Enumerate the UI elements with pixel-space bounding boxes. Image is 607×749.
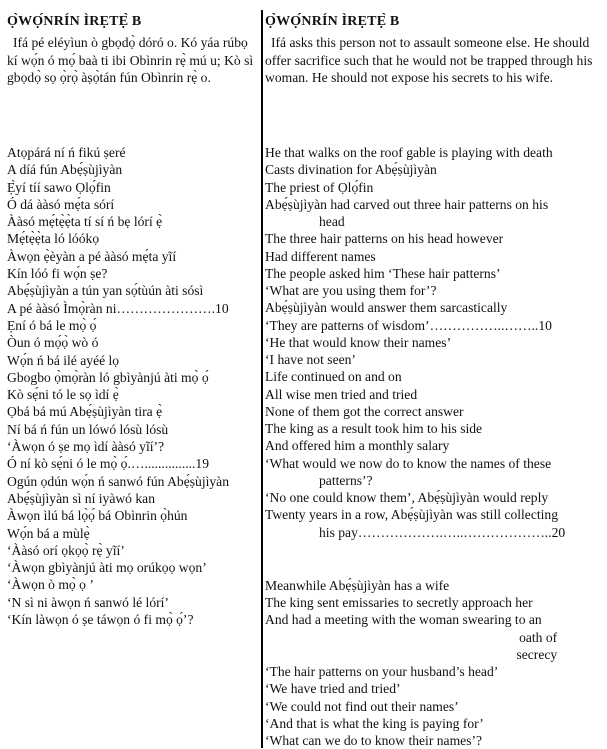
english-verse-line bbox=[265, 351, 565, 368]
english-verse-line bbox=[265, 403, 565, 420]
yoruba-verse-line: A pé ààsó Ìmọ̀ràn ni………………….10 bbox=[7, 300, 229, 316]
yoruba-verse-line: Kín lóó fi wọ́n ṣe? bbox=[7, 266, 108, 282]
yoruba-verse-line: Àwọn ìlú bá lọ̀ọ́ bá Obìnrin ọ̀hún bbox=[7, 508, 188, 524]
yoruba-verse-line: Ogún ọdún wọ́n ń sanwó fún Abẹ́ṣùjìyàn bbox=[7, 473, 230, 489]
english-verses bbox=[265, 144, 565, 749]
english-verse-line bbox=[265, 230, 565, 247]
english-verse-continuation: head bbox=[319, 214, 345, 229]
yoruba-verse-line: Òun ó mọ́ọ̀ wò ó bbox=[7, 335, 99, 351]
yoruba-verse-line: Àwọn ẹ̀èyàn a pé ààsó mẹ́ta yĩí bbox=[7, 248, 177, 264]
english-verse-text: ‘What can we do to know their names’? bbox=[265, 733, 483, 748]
english-verse-text: Casts divination for Abẹ́ṣùjìyàn bbox=[265, 162, 437, 178]
english-title: Ọ̀WỌ́NRÍN ÌRẸTẸ̀ B bbox=[265, 14, 400, 29]
yoruba-verse-line: ‘Àwọn gbìyànjú àti mọ orúkọọ wọn’ bbox=[7, 560, 207, 576]
english-intro-text: Ifá asks this person not to assault someone else. He should offer sacrifice such that he would not be trapped through his woman. He should not expose his secrets to his wife. bbox=[265, 35, 593, 85]
english-verse-line bbox=[265, 248, 565, 265]
english-verse-text: ‘What would we now do to know the names of these bbox=[265, 455, 552, 471]
english-verse-text: ‘And that is what the king is paying for’ bbox=[265, 715, 484, 731]
english-verse-line bbox=[265, 577, 565, 594]
english-verse-text: The king as a result took him to his side bbox=[265, 421, 483, 436]
english-verse-line bbox=[265, 368, 565, 385]
yoruba-title: Ọ̀WỌ́NRÍN ÌRẸTẸ̀ B bbox=[7, 14, 142, 29]
yoruba-verse-line: Wọ́n bá a mùlẹ̀ bbox=[7, 525, 90, 541]
english-verse-text: And had a meeting with the woman swearing to an bbox=[265, 612, 542, 628]
english-verse-text: The three hair patterns on his head however bbox=[265, 231, 504, 247]
english-verse-text: ‘What are you using them for’? bbox=[265, 283, 437, 298]
english-verse-text: All wise men tried and tried bbox=[265, 386, 418, 402]
english-verse-text: ‘The hair patterns on your husband’s head’ bbox=[265, 664, 499, 679]
english-verse-line bbox=[265, 594, 565, 611]
english-verse-text: ‘We have tried and tried’ bbox=[265, 681, 401, 697]
english-verse-text: The people asked him ‘These hair patterns’ bbox=[265, 265, 501, 281]
yoruba-verse-line: ‘Kín làwọn ó ṣe táwọn ó fi mọ̀ ọ́’? bbox=[7, 612, 194, 628]
english-verse-continuation: oath of bbox=[519, 629, 558, 645]
yoruba-verse-line: Gbogbo ọ̀mọ̀ràn ló gbìyànjú àti mọ̀ ọ́ bbox=[7, 369, 209, 385]
english-verse-text: ‘No one could know them’, Abẹ́ṣùjìyàn would reply bbox=[265, 490, 549, 505]
yoruba-verse-line: Ní bá ń fún un lówó lósù lósù bbox=[7, 421, 169, 437]
english-verse-text: Life continued on and on bbox=[265, 369, 402, 385]
yoruba-verse-line: ‘Àwọn ò mọ̀ ọ ’ bbox=[7, 577, 94, 593]
yoruba-verse-line: ‘Ààsó orí ọkọọ̀ rẹ̀ yĩí’ bbox=[7, 542, 125, 558]
yoruba-verse-line: Ọbá bá mú Abẹ́ṣùjìyàn tira ẹ̀ bbox=[7, 404, 163, 420]
english-verse-line bbox=[265, 282, 565, 299]
english-verse-text: Had different names bbox=[265, 248, 376, 264]
yoruba-verse-line: ‘Àwọn ó ṣe mọ ìdí ààsó yĩí’? bbox=[7, 439, 165, 455]
english-verse-text: ‘I have not seen’ bbox=[265, 352, 356, 367]
english-verse-text: He that walks on the roof gable is playing with death bbox=[265, 145, 553, 160]
yoruba-verse-line: Abẹ́ṣùjìyàn a tún yan sọ́tùún àti sósì bbox=[7, 283, 204, 299]
english-verse-line bbox=[265, 144, 565, 161]
stanza-gap bbox=[265, 541, 565, 577]
yoruba-verse-line: Atọpárá ní ń fikú ṣeré bbox=[7, 145, 126, 160]
english-verse-line bbox=[265, 732, 565, 749]
english-verse-text: None of them got the correct answer bbox=[265, 403, 464, 419]
english-verse-text: ‘He that would know their names’ bbox=[265, 334, 452, 350]
yoruba-verse-line: Mẹ́tẹ̀ẹ̀ta ló lóókọ bbox=[7, 231, 100, 247]
english-verse-line bbox=[265, 489, 565, 506]
yoruba-verses bbox=[7, 144, 229, 628]
english-verse-text: ‘We could not find out their names’ bbox=[265, 698, 459, 714]
english-verse-line bbox=[265, 299, 565, 316]
yoruba-verse-line: A díá fún Abẹ́ṣùjìyàn bbox=[7, 162, 123, 178]
yoruba-verse-line: ‘N sì ni àwọn ń sanwó lé lórí’ bbox=[7, 594, 169, 610]
english-verse-line bbox=[265, 611, 565, 663]
english-verse-text: Twenty years in a row, Abẹ́ṣùjìyàn was still collecting bbox=[265, 507, 559, 523]
yoruba-verse-line: Kò sẹ́ni tó le sọ ìdí ẹ̀ bbox=[7, 387, 119, 403]
english-verse-line bbox=[265, 663, 565, 680]
english-verse-line bbox=[265, 506, 565, 541]
yoruba-verse-line: Ó ní kò sẹ́ni ó le mọ̀ ọ́.…...............19 bbox=[7, 456, 210, 472]
english-verse-line bbox=[265, 317, 565, 334]
english-verse-line bbox=[265, 334, 565, 351]
english-verse-continuation: his pay……………….…..………………..20 bbox=[319, 524, 566, 540]
english-verse-continuation: patterns’? bbox=[319, 472, 373, 488]
yoruba-intro bbox=[7, 34, 257, 87]
english-verse-line bbox=[265, 698, 565, 715]
english-verse-text: The king sent emissaries to secretly approach her bbox=[265, 595, 533, 610]
english-verse-text: The priest of Ọlọ́fin bbox=[265, 179, 374, 195]
english-verse-text: ‘They are patterns of wisdom’……………..……..10 bbox=[265, 317, 552, 333]
english-verse-continuation: secrecy bbox=[516, 646, 558, 662]
english-verse-line bbox=[265, 680, 565, 697]
english-verse-line bbox=[265, 437, 565, 454]
yoruba-verse-line: Ẹ̀yí tíí sawo Ọlọ́fin bbox=[7, 179, 111, 195]
english-verse-line bbox=[265, 386, 565, 403]
yoruba-verse-line: Wọ́n ń bá ilé ayéé lọ bbox=[7, 352, 120, 368]
english-verse-text: And offered him a monthly salary bbox=[265, 438, 450, 454]
yoruba-verse-line: Abẹ́ṣùjìyàn sì ní iyàwó kan bbox=[7, 490, 155, 506]
english-verse-line bbox=[265, 455, 565, 490]
english-intro bbox=[265, 34, 595, 87]
english-verse-line bbox=[265, 265, 565, 282]
english-verse-text: Meanwhile Abẹ́ṣùjìyàn has a wife bbox=[265, 577, 450, 593]
english-verse-line bbox=[265, 161, 565, 178]
yoruba-verse-line: Ó dá ààsó mẹ́ta sórí bbox=[7, 196, 115, 212]
english-verse-text: Abẹ́ṣùjìyàn would answer them sarcastically bbox=[265, 300, 508, 316]
english-verse-line bbox=[265, 420, 565, 437]
english-verse-line bbox=[265, 179, 565, 196]
english-verse-text: Abẹ́ṣùjìyàn had carved out three hair patterns on his bbox=[265, 196, 549, 212]
column-divider bbox=[261, 10, 263, 748]
yoruba-verse-line: Ẹní ó bá le mọ̀ ọ́ bbox=[7, 317, 97, 333]
english-verse-line bbox=[265, 196, 565, 231]
yoruba-verse-line: Ààsó mẹ́tẹ̀ẹ̀ta tí sí ń bẹ lórí ẹ̀ bbox=[7, 214, 163, 230]
yoruba-intro-text: Ifá pé eléyìun ò gbọdọ̀ dóró o. Kó yáa rúbọ kí wọ́n ó mọ́ baà ti ibi Obìnrin rẹ̀ mú u; Kò sì gbọdọ̀ sọ ọ̀rọ̀ àṣọ̀tán fún Obìnrin rẹ̀ o. bbox=[7, 35, 254, 85]
english-verse-line bbox=[265, 715, 565, 732]
